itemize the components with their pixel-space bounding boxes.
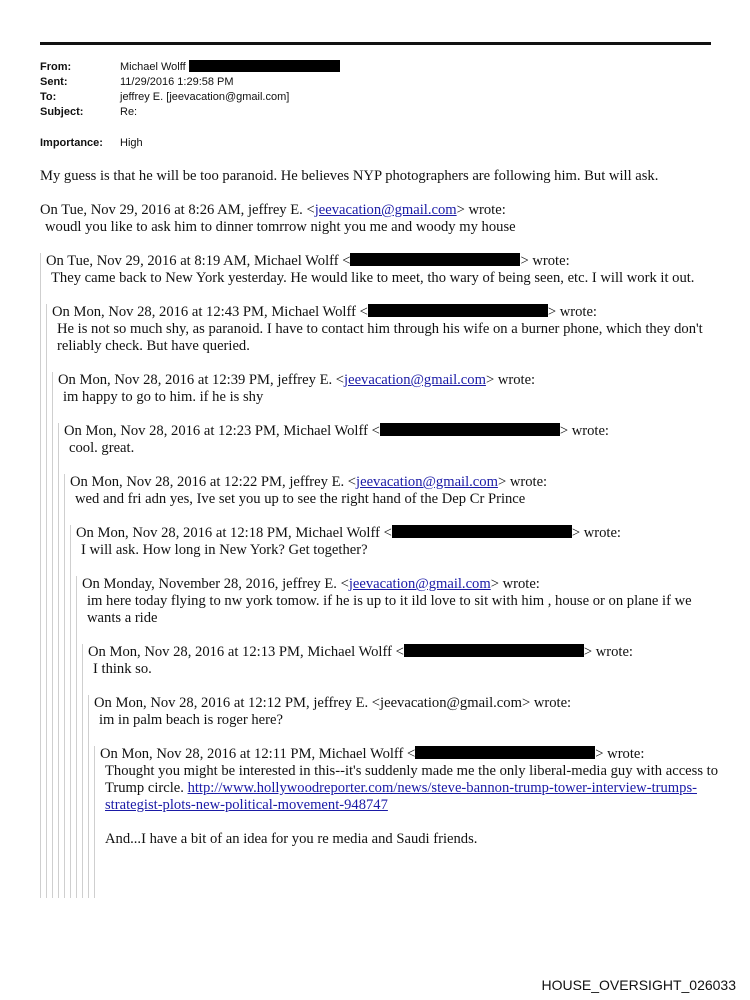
quote-attribution: On Mon, Nov 28, 2016 at 12:18 PM, Michael Wolff <	[76, 525, 392, 541]
quote-header	[46, 253, 720, 270]
quote-attribution: On Monday, November 28, 2016, jeffrey E. <	[82, 576, 349, 592]
importance-value: High	[120, 137, 143, 149]
quote-paragraph	[87, 593, 720, 627]
quote-attribution: On Mon, Nov 28, 2016 at 12:12 PM, jeffrey E. <	[94, 695, 381, 711]
quoted-thread	[40, 202, 720, 898]
quote-header	[58, 372, 720, 389]
email-header	[40, 60, 340, 151]
quote-wrote: > wrote:	[547, 304, 597, 320]
quote-text: im here today flying to nw york tomow. if he is up to it ild love to sit with him , house or on plane if we wants a ride	[87, 593, 692, 626]
quote-text: woudl you like to ask him to dinner tomrrow night you me and woody my house	[45, 219, 516, 235]
header-rule	[40, 42, 711, 45]
quote-attribution: On Mon, Nov 28, 2016 at 12:11 PM, Michael Wolff <	[100, 746, 416, 762]
quote-body	[99, 712, 720, 729]
quote-wrote: > wrote:	[490, 576, 540, 592]
to-row	[40, 90, 340, 105]
importance-label: Importance:	[40, 137, 103, 149]
quote-body	[45, 219, 720, 236]
quote-wrote: > wrote:	[456, 202, 506, 218]
quote-body	[69, 440, 720, 457]
quote-wrote: > wrote:	[497, 474, 548, 490]
quoted-message	[40, 253, 720, 898]
redaction-box	[380, 423, 560, 436]
quote-text: They came back to New York yesterday. He would like to meet, tho wary of being seen, etc. I will work it out.	[51, 270, 695, 286]
subject-label: Subject:	[40, 106, 84, 118]
quote-paragraph	[45, 219, 720, 236]
quote-paragraph	[75, 491, 720, 508]
quote-header	[64, 423, 720, 440]
to-label: To:	[40, 91, 57, 103]
quote-header	[88, 644, 720, 661]
subject-value: Re:	[120, 106, 138, 118]
redaction-box	[392, 525, 572, 538]
quote-body	[57, 321, 720, 355]
from-label: From:	[40, 61, 72, 73]
quote-body	[87, 593, 720, 627]
sent-row	[40, 75, 340, 90]
quote-wrote: > wrote:	[583, 644, 633, 660]
quote-attribution: On Mon, Nov 28, 2016 at 12:43 PM, Michael Wolff <	[52, 304, 368, 320]
email-link[interactable]: jeevacation@gmail.com	[314, 202, 457, 218]
quoted-message	[52, 372, 720, 898]
quote-header	[76, 525, 720, 542]
quote-text: He is not so much shy, as paranoid. I have to contact him through his wife on a burner phone, which they don't reliably check. But have queried.	[57, 321, 703, 354]
sent-label: Sent:	[40, 76, 68, 88]
quote-header	[82, 576, 720, 593]
article-link[interactable]: http://www.hollywoodreporter.com/news/steve-bannon-trump-tower-interview-trumps-strategist-plots-new-political-movement-948747	[105, 780, 697, 813]
redaction-box	[189, 60, 340, 72]
quote-header	[94, 695, 720, 712]
quoted-message	[64, 474, 720, 898]
quoted-message	[40, 202, 720, 898]
quote-wrote: > wrote:	[595, 746, 645, 762]
redaction-box	[404, 644, 584, 657]
from-value: Michael Wolff	[120, 61, 186, 73]
quote-text: im in palm beach is roger here?	[99, 712, 283, 728]
quote-attribution: On Mon, Nov 28, 2016 at 12:13 PM, Michael Wolff <	[88, 644, 404, 660]
redaction-box	[368, 304, 548, 317]
quote-text: I will ask. How long in New York? Get together?	[81, 542, 368, 558]
from-row	[40, 60, 340, 75]
quote-body	[51, 270, 720, 287]
quote-wrote: > wrote:	[571, 525, 621, 541]
quoted-message	[94, 746, 720, 898]
quote-header	[100, 746, 720, 763]
quoted-message	[70, 525, 720, 898]
quote-paragraph	[105, 831, 720, 848]
quoted-message	[46, 304, 720, 898]
quote-body	[75, 491, 720, 508]
quoted-message	[58, 423, 720, 898]
email-link[interactable]: jeevacation@gmail.com	[356, 474, 498, 490]
sent-value: 11/29/2016 1:29:58 PM	[120, 76, 234, 88]
quote-paragraph	[81, 542, 720, 559]
redaction-box	[415, 746, 595, 759]
quote-paragraph	[51, 270, 720, 287]
importance-row	[40, 136, 340, 151]
quote-paragraph	[99, 712, 720, 729]
quote-header	[70, 474, 720, 491]
quote-body	[81, 542, 720, 559]
quote-paragraph	[105, 763, 720, 814]
redaction-box	[350, 253, 520, 266]
quote-body	[63, 389, 720, 406]
quoted-message	[82, 644, 720, 898]
quote-wrote: > wrote:	[485, 372, 536, 388]
to-value: jeffrey E. [jeevacation@gmail.com]	[120, 91, 290, 103]
quote-paragraph	[63, 389, 720, 406]
quote-wrote: > wrote:	[521, 695, 572, 711]
quote-attribution: On Mon, Nov 28, 2016 at 12:39 PM, jeffrey E. <	[58, 372, 345, 388]
bates-number: HOUSE_OVERSIGHT_026033	[541, 977, 736, 993]
message-body	[40, 168, 720, 898]
email-link[interactable]: jeevacation@gmail.com	[344, 372, 486, 388]
email-link[interactable]: jeevacation@gmail.com	[348, 576, 491, 592]
subject-row	[40, 105, 340, 120]
quote-attribution: On Mon, Nov 28, 2016 at 12:22 PM, jeffrey E. <	[70, 474, 357, 490]
quote-paragraph	[69, 440, 720, 457]
email-address: jeevacation@gmail.com	[380, 695, 522, 711]
quote-body	[105, 763, 720, 848]
quote-text: And...I have a bit of an idea for you re media and Saudi friends.	[105, 831, 478, 847]
quote-text: I think so.	[93, 661, 152, 677]
quote-header	[40, 202, 720, 219]
reply-text: My guess is that he will be too paranoid. He believes NYP photographers are following him. But will ask.	[40, 168, 659, 184]
quote-attribution: On Mon, Nov 28, 2016 at 12:23 PM, Michael Wolff <	[64, 423, 380, 439]
quote-attribution: On Tue, Nov 29, 2016 at 8:19 AM, Michael Wolff <	[46, 253, 351, 269]
quote-wrote: > wrote:	[559, 423, 609, 439]
quote-text: Thought you might be interested in this--it's suddenly made me the only liberal-media guy with access to Trump circle.	[105, 763, 719, 796]
quoted-message	[76, 576, 720, 898]
quote-body	[93, 661, 720, 678]
quote-paragraph	[93, 661, 720, 678]
quote-text: im happy to go to him. if he is shy	[63, 389, 264, 405]
quote-wrote: > wrote:	[520, 253, 570, 269]
quote-text: cool. great.	[69, 440, 135, 456]
quoted-message	[88, 695, 720, 898]
quote-header	[52, 304, 720, 321]
quote-attribution: On Tue, Nov 29, 2016 at 8:26 AM, jeffrey E. <	[40, 202, 315, 218]
quote-text: wed and fri adn yes, Ive set you up to see the right hand of the Dep Cr Prince	[75, 491, 526, 507]
quote-paragraph	[57, 321, 720, 355]
